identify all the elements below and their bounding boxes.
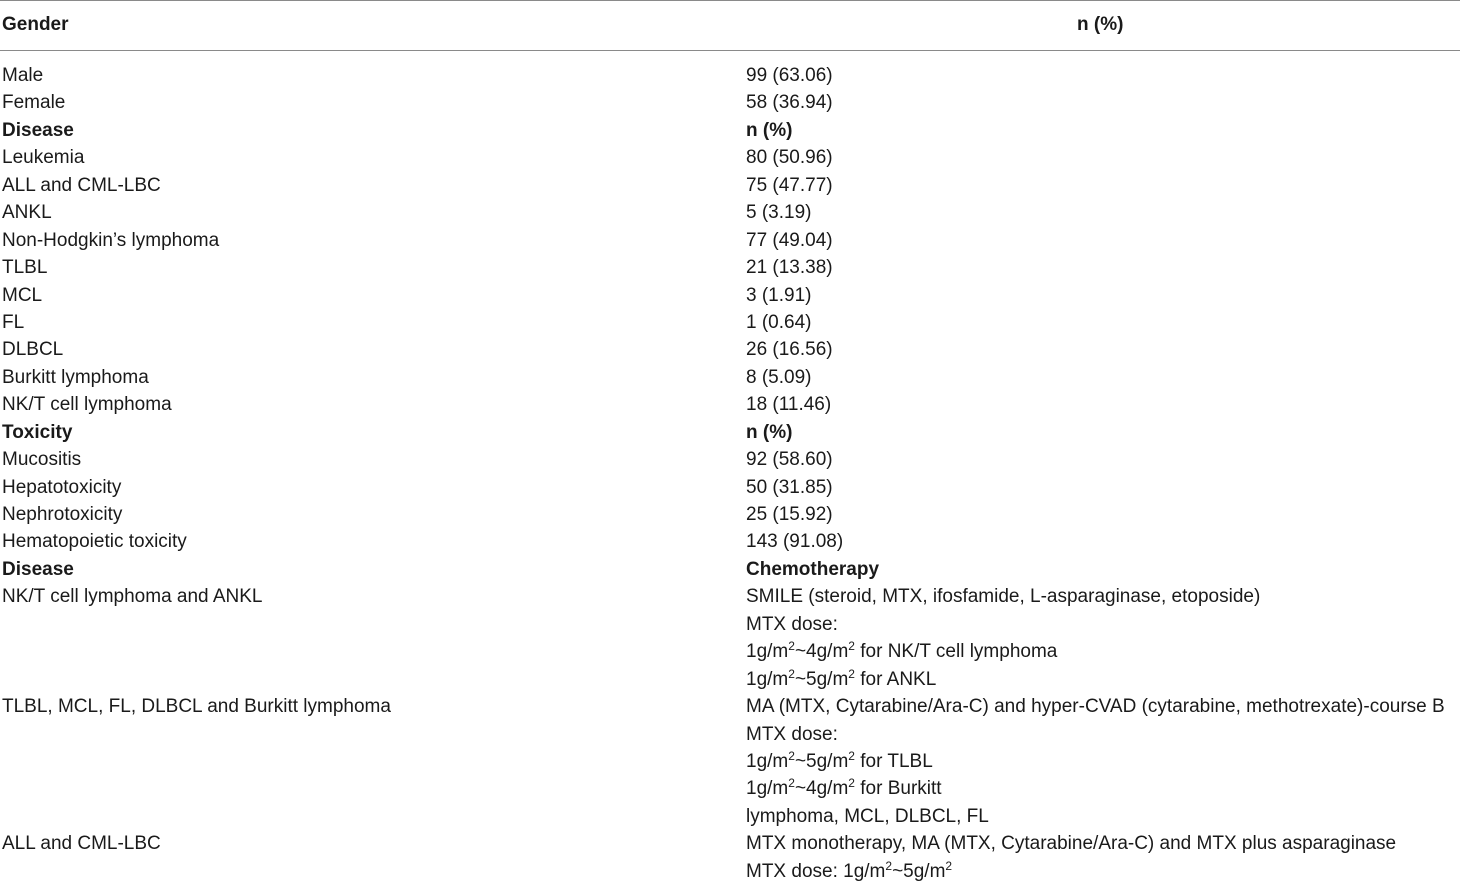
- cell-value: 8 (5.09): [746, 366, 812, 388]
- cell-value: n (%): [746, 119, 793, 141]
- cell-value: 77 (49.04): [746, 229, 833, 251]
- table-row: [0, 803, 1460, 830]
- cell-label: Disease: [2, 119, 74, 141]
- table-row: [0, 693, 1460, 720]
- table-header: [0, 0, 1460, 50]
- table-row: [0, 501, 1460, 528]
- cell-label: TLBL: [2, 257, 48, 279]
- table-row: [0, 748, 1460, 775]
- cell-value: MTX dose:: [746, 613, 838, 635]
- table-row: [0, 172, 1460, 199]
- table-row: [0, 830, 1460, 857]
- table-row: [0, 336, 1460, 363]
- table-row: [0, 282, 1460, 309]
- table-body: [0, 62, 1460, 885]
- table-row: [0, 528, 1460, 555]
- cell-value: 21 (13.38): [746, 257, 833, 279]
- cell-label: Male: [2, 65, 44, 86]
- cell-label: Non-Hodgkin’s lymphoma: [2, 229, 220, 251]
- cell-value: Chemotherapy: [746, 558, 880, 580]
- header-col-gender: Gender: [2, 14, 69, 35]
- cell-value: 99 (63.06): [746, 65, 833, 86]
- cell-value: 58 (36.94): [746, 92, 833, 114]
- table-row: [0, 721, 1460, 748]
- cell-value: MTX dose: $1g/m^2\sim 5g/m^2$: [746, 858, 953, 882]
- cell-value: 1 (0.64): [746, 311, 812, 333]
- table-row: [0, 62, 1460, 89]
- cell-label: Burkitt lymphoma: [2, 366, 149, 388]
- table-header-rule: [0, 50, 1460, 51]
- table-section-header: [0, 556, 1460, 583]
- cell-value: 80 (50.96): [746, 147, 833, 169]
- table-row: [0, 254, 1460, 281]
- cell-value: 92 (58.60): [746, 449, 833, 471]
- cell-value: 26 (16.56): [746, 339, 833, 361]
- cell-value: 25 (15.92): [746, 504, 833, 525]
- cell-label: ANKL: [2, 202, 52, 224]
- cell-value: $1g/m^2\sim 4g/m^2$ for NK/T cell lymphoma: [746, 639, 1058, 663]
- cell-value: 143 (91.08): [746, 531, 844, 553]
- table-section-header: [0, 419, 1460, 446]
- cell-label: NK/T cell lymphoma and ANKL: [2, 586, 263, 608]
- cell-value: 18 (11.46): [746, 394, 832, 416]
- table-row: [0, 89, 1460, 116]
- cell-value: $1g/m^2\sim 4g/m^2$ for Burkitt: [746, 776, 942, 800]
- table-row: [0, 446, 1460, 473]
- cell-label: Female: [2, 92, 66, 114]
- table-section-header: [0, 117, 1460, 144]
- cell-label: Hematopoietic toxicity: [2, 531, 187, 553]
- cell-value: MTX dose:: [746, 723, 838, 745]
- cell-value: $1g/m^2\sim 5g/m^2$ for ANKL: [746, 666, 937, 690]
- table-row: [0, 364, 1460, 391]
- cell-label: MCL: [2, 284, 43, 306]
- table-row: [0, 638, 1460, 665]
- cell-label: NK/T cell lymphoma: [2, 394, 172, 416]
- header-col-n-percent: n (%): [1077, 14, 1124, 35]
- table-row: [0, 391, 1460, 418]
- cell-label: Disease: [2, 558, 74, 580]
- table-row: [0, 199, 1460, 226]
- cell-label: ALL and CML-LBC: [2, 174, 161, 196]
- table-row: [0, 474, 1460, 501]
- table-row: [0, 858, 1460, 885]
- table-row: [0, 775, 1460, 802]
- cell-label: FL: [2, 311, 25, 333]
- cell-value: 50 (31.85): [746, 476, 833, 498]
- cell-label: Hepatotoxicity: [2, 476, 122, 498]
- table-row: [0, 144, 1460, 171]
- cell-label: Nephrotoxicity: [2, 504, 123, 525]
- cell-value: $1g/m^2\sim 5g/m^2$ for TLBL: [746, 748, 933, 772]
- cell-label: Toxicity: [2, 421, 73, 443]
- cell-value: MTX monotherapy, MA (MTX, Cytarabine/Ara-C) and MTX plus asparaginase: [746, 833, 1397, 855]
- cell-value: SMILE (steroid, MTX, ifosfamide, L-asparaginase, etoposide): [746, 586, 1261, 608]
- cell-label: TLBL, MCL, FL, DLBCL and Burkitt lymphoma: [2, 696, 391, 718]
- cell-value: lymphoma, MCL, DLBCL, FL: [746, 805, 989, 827]
- table-row: [0, 666, 1460, 693]
- table-row: [0, 611, 1460, 638]
- cell-value: 5 (3.19): [746, 202, 812, 224]
- cell-label: Mucositis: [2, 449, 82, 471]
- table-row: [0, 227, 1460, 254]
- cell-value: MA (MTX, Cytarabine/Ara-C) and hyper-CVAD (cytarabine, methotrexate)-course B: [746, 696, 1445, 718]
- cell-value: n (%): [746, 421, 793, 443]
- table-row: [0, 309, 1460, 336]
- cell-label: DLBCL: [2, 339, 64, 361]
- cell-label: ALL and CML-LBC: [2, 833, 161, 855]
- cell-value: 3 (1.91): [746, 284, 812, 306]
- cell-label: Leukemia: [2, 147, 85, 169]
- cell-value: 75 (47.77): [746, 174, 833, 196]
- table-row: [0, 583, 1460, 610]
